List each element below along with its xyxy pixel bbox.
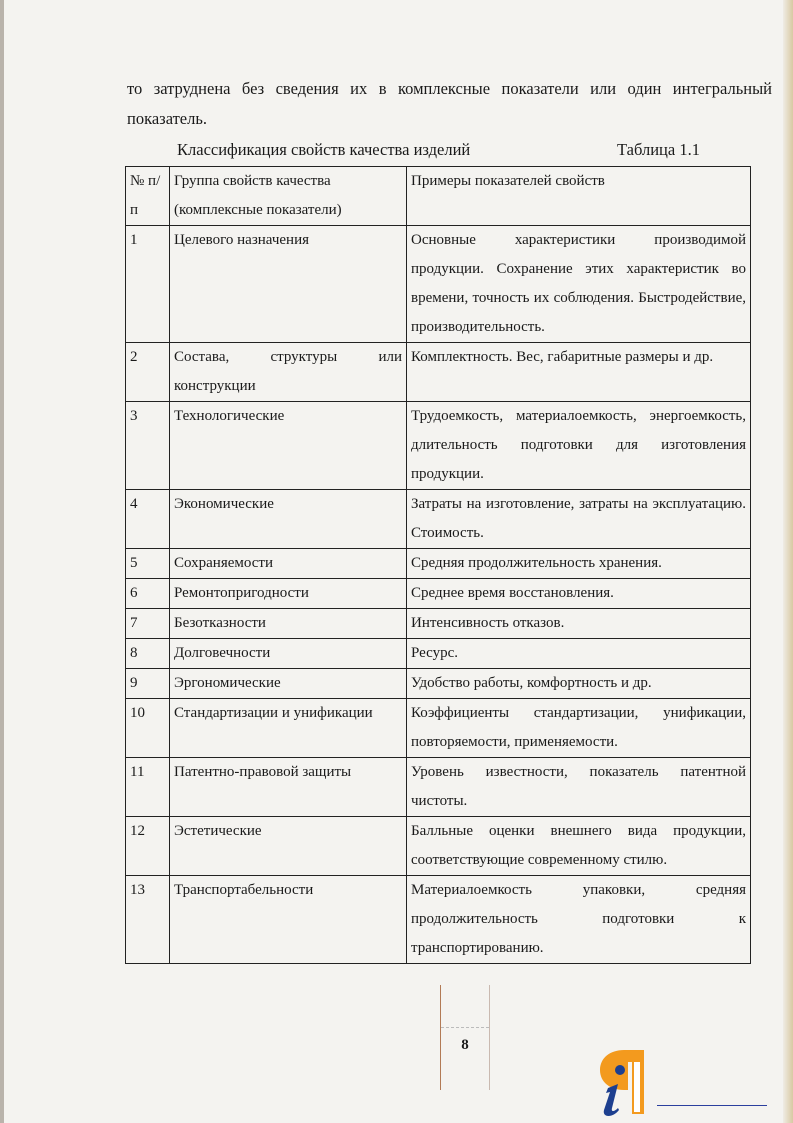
row-group: Долговечности [170,639,407,669]
table-row [126,226,751,343]
table-row [126,669,751,699]
body-paragraph: то затруднена без сведения их в комплексные показатели или один интегральный показатель. [127,79,772,128]
table-caption [177,140,757,160]
row-group: Безотказности [170,609,407,639]
row-num: 5 [126,549,170,579]
row-group: Состава, структуры или конструкции [170,343,407,402]
row-examples: Удобство работы, комфортность и др. [407,669,751,699]
page-right-edge [783,0,793,1123]
row-group: Стандартизации и унификации [170,699,407,758]
row-num: 11 [126,758,170,817]
row-examples: Основные характеристики производимой продукции. Сохранение этих характеристик во времени, точность их соблюдения. Быстродействие, производительность. [407,226,751,343]
table-row [126,639,751,669]
table-title: Классификация свойств качества изделий [177,140,471,159]
page-number-frame [440,985,490,1090]
table-row [126,490,751,549]
row-num: 13 [126,876,170,964]
row-num: 1 [126,226,170,343]
row-group: Эргономические [170,669,407,699]
header-examples: Примеры показателей свойств [407,167,751,226]
row-examples: Коэффициенты стандартизации, унификации, повторяемости, применяемости. [407,699,751,758]
frame-divider [441,1027,489,1028]
row-examples: Средняя продолжительность хранения. [407,549,751,579]
row-group: Патентно-правовой защиты [170,758,407,817]
row-group: Сохраняемости [170,549,407,579]
row-group: Технологические [170,402,407,490]
table-row [126,758,751,817]
page-left-edge [0,0,4,1123]
table-row [126,402,751,490]
row-num: 4 [126,490,170,549]
logo-underline [657,1105,767,1106]
row-num: 8 [126,639,170,669]
row-examples: Материалоемкость упаковки, средняя продолжительность подготовки к транспортированию. [407,876,751,964]
row-num: 9 [126,669,170,699]
row-num: 7 [126,609,170,639]
row-num: 3 [126,402,170,490]
row-examples: Уровень известности, показатель патентной чистоты. [407,758,751,817]
table-row [126,699,751,758]
page-number: 8 [461,1037,469,1053]
header-group: Группа свойств качества (комплексные показатели) [170,167,407,226]
table-row [126,876,751,964]
table-row [126,549,751,579]
row-num: 6 [126,579,170,609]
row-examples: Интенсивность отказов. [407,609,751,639]
pilcrow-i-logo-icon [598,1050,646,1118]
quality-properties-table [125,166,751,964]
row-group: Транспортабельности [170,876,407,964]
row-group: Целевого назначения [170,226,407,343]
row-examples: Комплектность. Вес, габаритные размеры и др. [407,343,751,402]
table-row [126,579,751,609]
row-group: Эстетические [170,817,407,876]
row-group: Экономические [170,490,407,549]
row-examples: Затраты на изготовление, затраты на эксплуатацию. Стоимость. [407,490,751,549]
row-num: 12 [126,817,170,876]
row-num: 2 [126,343,170,402]
table-header-row [126,167,751,226]
table-number: Таблица 1.1 [617,140,700,159]
table-row [126,609,751,639]
row-examples: Ресурс. [407,639,751,669]
row-examples: Балльные оценки внешнего вида продукции, соответствующие современному стилю. [407,817,751,876]
row-num: 10 [126,699,170,758]
row-examples: Среднее время восстановления. [407,579,751,609]
header-num: № п/п [126,167,170,226]
table-row [126,817,751,876]
row-group: Ремонтопригодности [170,579,407,609]
row-examples: Трудоемкость, материалоемкость, энергоемкость, длительность подготовки для изготовления продукции. [407,402,751,490]
table-row [126,343,751,402]
